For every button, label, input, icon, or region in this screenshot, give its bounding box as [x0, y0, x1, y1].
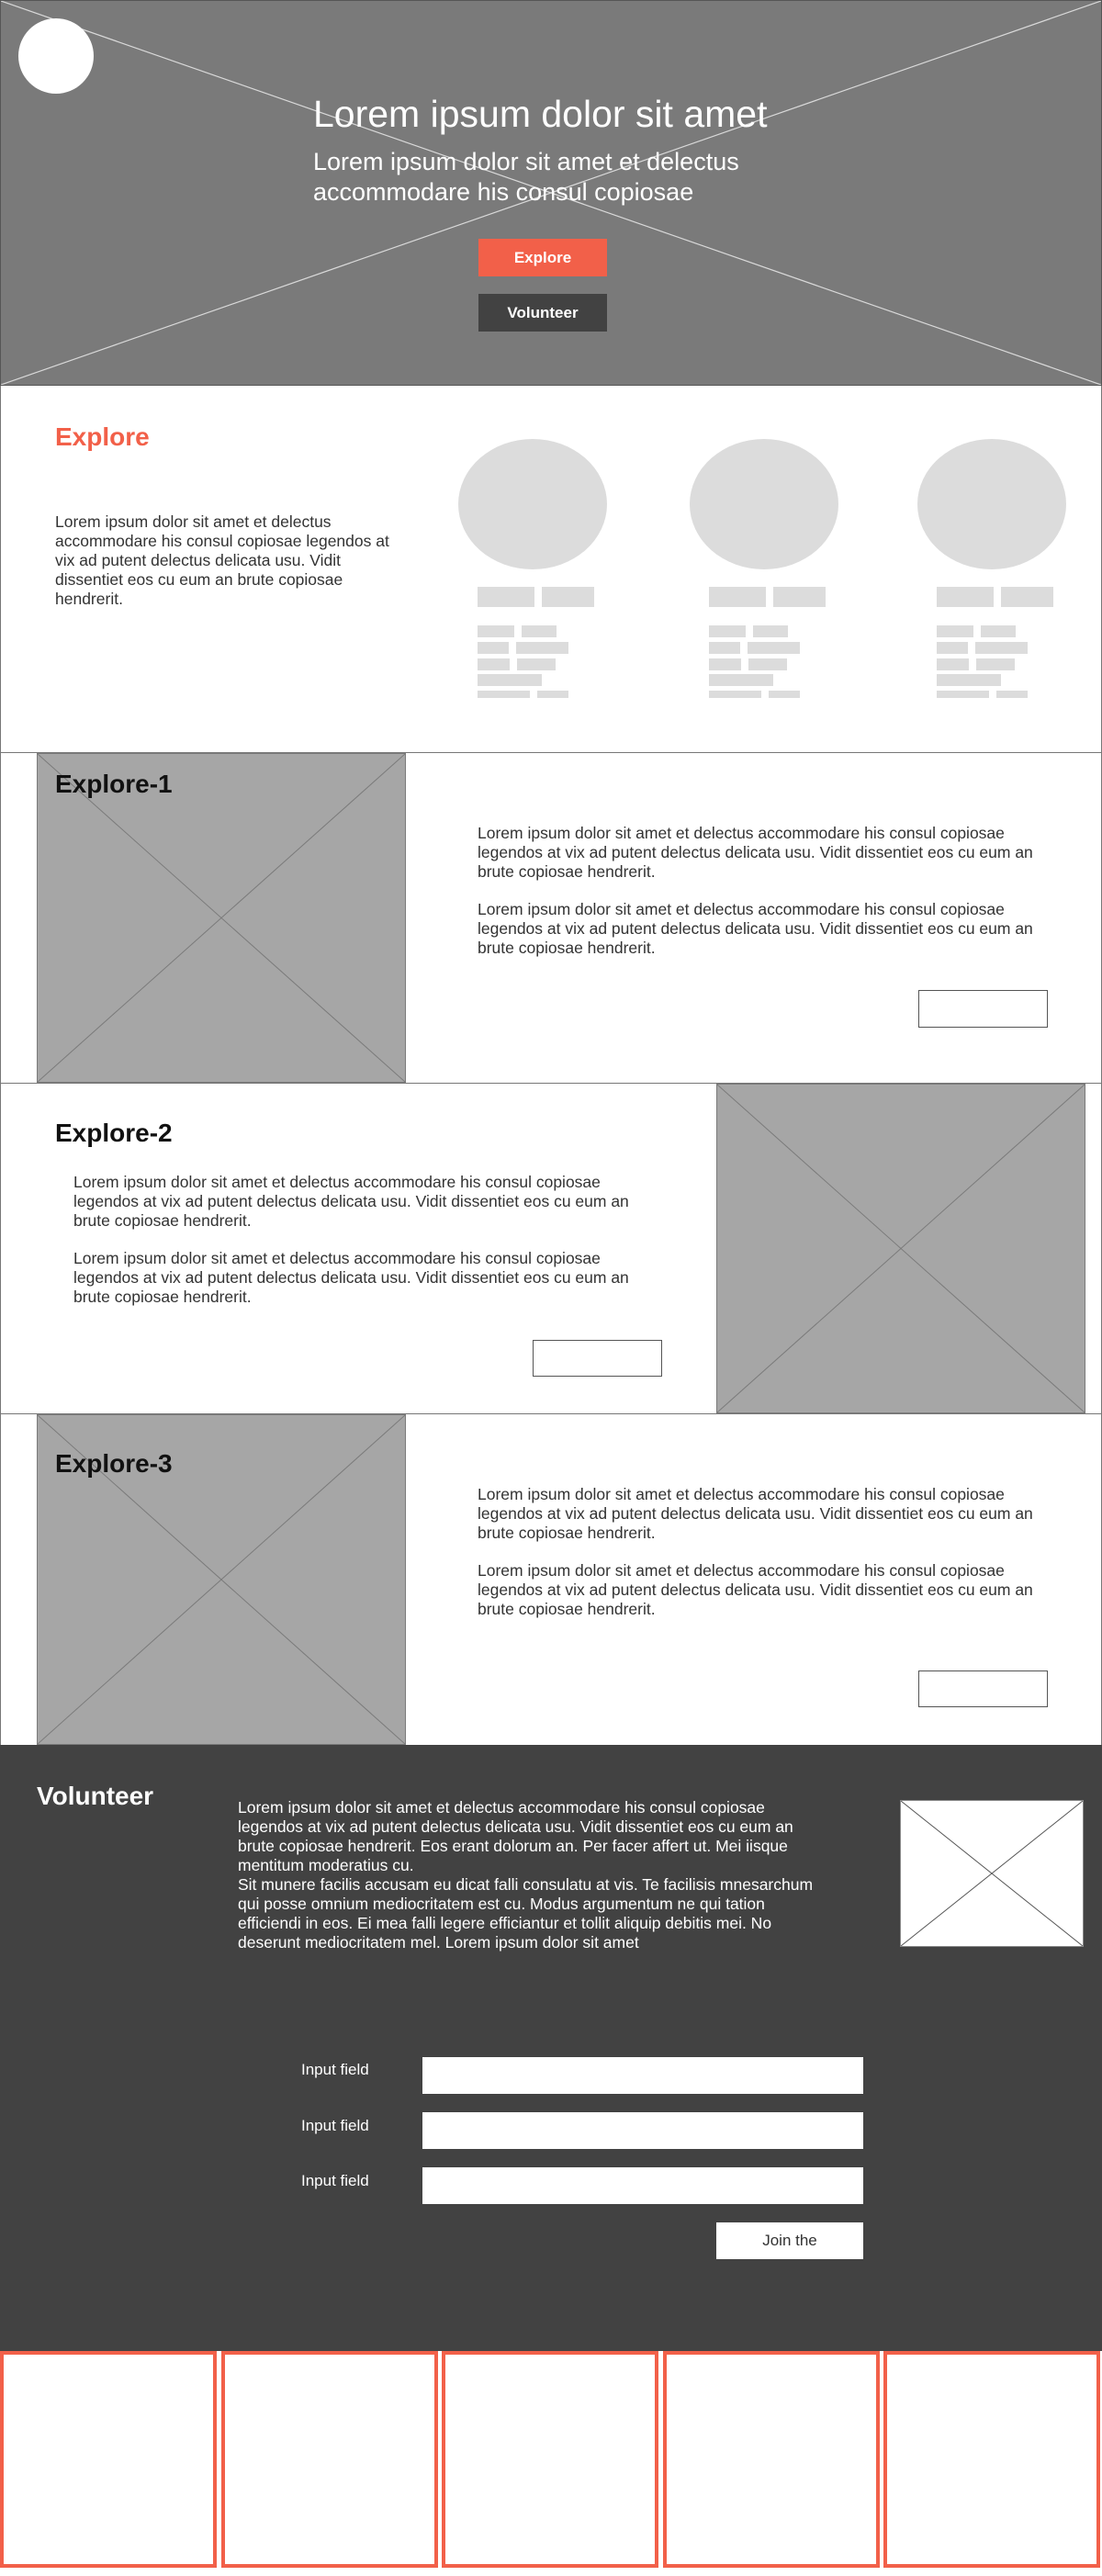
volunteer-button[interactable]: Volunteer	[478, 294, 607, 332]
card-text-placeholder	[478, 674, 542, 686]
card-title-placeholder	[709, 587, 766, 607]
card-text-placeholder	[753, 625, 788, 637]
explore-card[interactable]	[690, 439, 846, 714]
explore-1-paragraph-2: Lorem ipsum dolor sit amet et delectus accommodare his consul copiosae legendos at vix ad putent delectus delicata usu. Vidit dissentiet eos cu eum an brute copiosae hendrerit.	[478, 900, 1033, 957]
card-text-placeholder	[937, 691, 989, 698]
card-text-placeholder	[478, 625, 514, 637]
explore-button[interactable]: Explore	[478, 239, 607, 276]
card-text-placeholder	[516, 642, 568, 654]
hero-title: Lorem ipsum dolor sit amet	[313, 93, 768, 135]
card-text-placeholder	[975, 642, 1028, 654]
card-title-placeholder	[478, 587, 534, 607]
explore-1-more-button[interactable]	[918, 990, 1048, 1028]
explore-3-paragraph-1: Lorem ipsum dolor sit amet et delectus accommodare his consul copiosae legendos at vix ad putent delectus delicata usu. Vidit dissentiet eos cu eum an brute copiosae hendrerit.	[478, 1485, 1033, 1542]
volunteer-paragraph-2: Sit munere facilis accusam eu dicat falli consulatu at vis. Te facilisis mnesarchum qui posse omnium mediocritatem est cu. Modus argumentum ne qui tation efficiendi in eos. Ei mea falli legere efficiantur et tollit aliquip debitis mei. No deserunt mediocritatem mel. Lorem ipsum dolor sit amet	[238, 1875, 814, 1952]
explore-3-title: Explore-3	[55, 1449, 173, 1478]
footer-tile-2[interactable]	[221, 2351, 438, 2568]
explore-2-section	[0, 1084, 1102, 1414]
card-text-placeholder	[981, 625, 1016, 637]
explore-1-paragraph-1: Lorem ipsum dolor sit amet et delectus accommodare his consul copiosae legendos at vix ad putent delectus delicata usu. Vidit dissentiet eos cu eum an brute copiosae hendrerit.	[478, 824, 1033, 881]
input-field-1[interactable]	[422, 2057, 863, 2094]
explore-intro-body: Lorem ipsum dolor sit amet et delectus accommodare his consul copiosae legendos at vix ad putent delectus delicata usu. Vidit dissentiet eos cu eum an brute copiosae hendrerit.	[55, 512, 389, 608]
input-field-3[interactable]	[422, 2167, 863, 2204]
card-text-placeholder	[769, 691, 800, 698]
card-text-placeholder	[996, 691, 1028, 698]
card-text-placeholder	[748, 658, 787, 670]
join-button[interactable]: Join the	[716, 2222, 863, 2259]
card-image-placeholder	[917, 439, 1066, 569]
explore-card[interactable]	[458, 439, 614, 714]
input-label-3: Input field	[301, 2172, 369, 2189]
card-text-placeholder	[709, 691, 761, 698]
card-text-placeholder	[937, 674, 1001, 686]
card-text-placeholder	[522, 625, 557, 637]
explore-2-more-button[interactable]	[533, 1340, 662, 1377]
card-text-placeholder	[976, 658, 1015, 670]
volunteer-title: Volunteer	[37, 1782, 154, 1810]
card-text-placeholder	[937, 642, 968, 654]
hero-subtitle-line-1: Lorem ipsum dolor sit amet et delectus	[313, 148, 739, 175]
hero-subtitle-line-2: accommodare his consul copiosae	[313, 178, 694, 206]
card-text-placeholder	[937, 625, 973, 637]
explore-card[interactable]	[917, 439, 1074, 714]
footer-tile-1[interactable]	[0, 2351, 217, 2568]
explore-intro-section	[0, 386, 1102, 753]
card-image-placeholder	[458, 439, 607, 569]
card-text-placeholder	[478, 691, 530, 698]
card-text-placeholder	[537, 691, 568, 698]
explore-2-paragraph-1: Lorem ipsum dolor sit amet et delectus accommodare his consul copiosae legendos at vix ad putent delectus delicata usu. Vidit dissentiet eos cu eum an brute copiosae hendrerit.	[73, 1173, 629, 1230]
explore-1-title: Explore-1	[55, 770, 173, 798]
input-field-2[interactable]	[422, 2112, 863, 2149]
card-text-placeholder	[478, 658, 510, 670]
explore-3-paragraph-2: Lorem ipsum dolor sit amet et delectus accommodare his consul copiosae legendos at vix ad putent delectus delicata usu. Vidit dissentiet eos cu eum an brute copiosae hendrerit.	[478, 1561, 1033, 1618]
hero-section	[0, 0, 1102, 386]
footer-tile-3[interactable]	[442, 2351, 658, 2568]
footer-tile-5[interactable]	[883, 2351, 1100, 2568]
card-text-placeholder	[517, 658, 556, 670]
explore-2-paragraph-2: Lorem ipsum dolor sit amet et delectus accommodare his consul copiosae legendos at vix ad putent delectus delicata usu. Vidit dissentiet eos cu eum an brute copiosae hendrerit.	[73, 1249, 629, 1306]
card-text-placeholder	[709, 642, 740, 654]
explore-2-title: Explore-2	[55, 1119, 173, 1147]
explore-3-section	[0, 1414, 1102, 1745]
explore-1-image-placeholder	[37, 753, 406, 1083]
volunteer-image-placeholder	[900, 1800, 1084, 1947]
card-text-placeholder	[709, 674, 773, 686]
explore-intro-title: Explore	[55, 422, 150, 451]
card-image-placeholder	[690, 439, 838, 569]
card-text-placeholder	[478, 642, 509, 654]
explore-3-more-button[interactable]	[918, 1670, 1048, 1707]
volunteer-paragraph-1: Lorem ipsum dolor sit amet et delectus accommodare his consul copiosae legendos at vix ad putent delectus delicata usu. Vidit dissentiet eos cu eum an brute copiosae hendrerit. Eos erant dolorum an. Per facer affert ut. Mei iisque mentitum moderatius cu.	[238, 1798, 793, 1874]
card-text-placeholder	[748, 642, 800, 654]
image-cross-icon	[717, 1085, 1085, 1412]
image-cross-icon	[901, 1801, 1083, 1946]
card-text-placeholder	[937, 658, 969, 670]
explore-1-section	[0, 753, 1102, 1084]
explore-2-image-placeholder	[716, 1084, 1085, 1413]
image-cross-icon	[38, 754, 405, 1082]
footer-tile-4[interactable]	[663, 2351, 880, 2568]
card-title-placeholder	[937, 587, 994, 607]
card-title-placeholder	[773, 587, 826, 607]
card-text-placeholder	[709, 625, 746, 637]
card-text-placeholder	[709, 658, 741, 670]
card-title-placeholder	[1001, 587, 1053, 607]
logo[interactable]	[18, 18, 94, 94]
card-title-placeholder	[542, 587, 594, 607]
input-label-1: Input field	[301, 2061, 369, 2078]
input-label-2: Input field	[301, 2117, 369, 2134]
volunteer-section	[0, 1745, 1102, 2351]
